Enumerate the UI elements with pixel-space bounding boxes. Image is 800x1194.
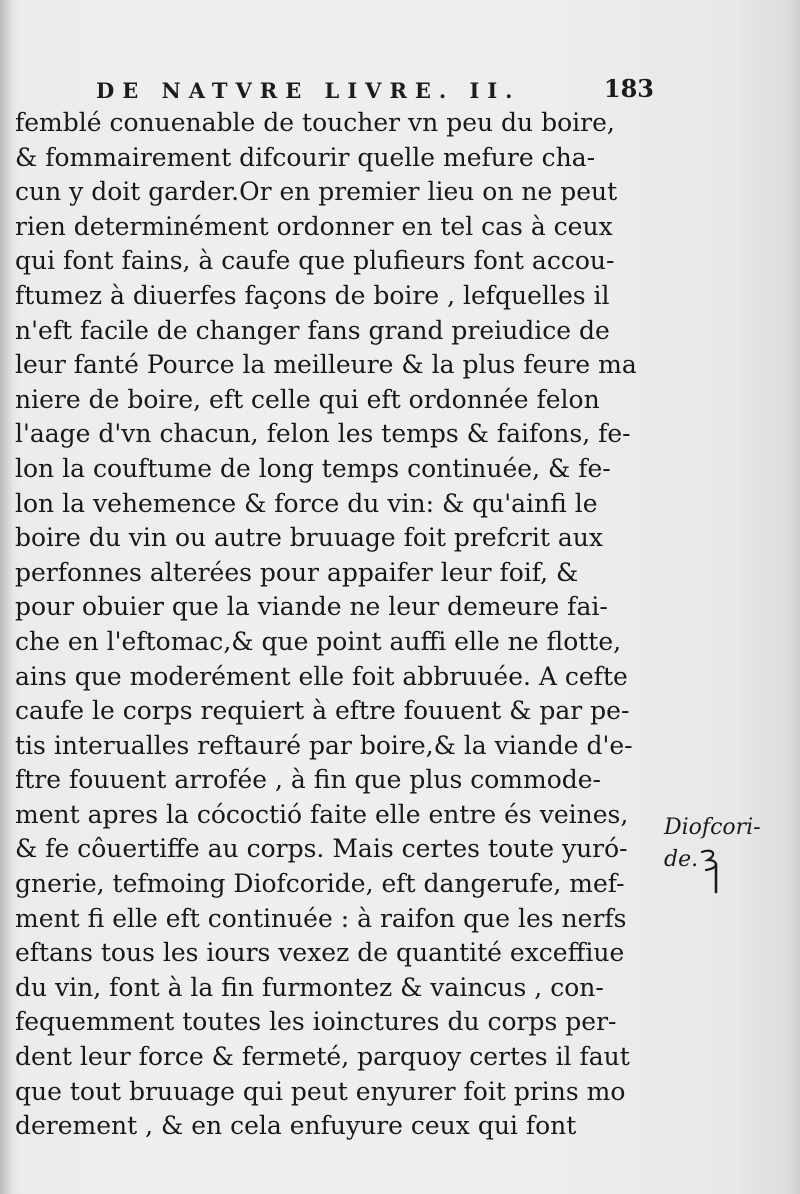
text-line: femblé conuenable de toucher vn peu du boire, [15, 108, 615, 137]
text-line: tis interualles reftauré par boire,& la viande d'e- [15, 730, 633, 760]
running-head [96, 70, 654, 110]
text-line: ftre fouuent arrofée , à fin que plus commode- [15, 765, 601, 795]
text-line: leur fanté Pource la meilleure & la plus feure ma [15, 350, 637, 380]
text-line: que tout bruuage qui peut enyurer foit prins mo [15, 1076, 626, 1106]
text-line: derement , & en cela enfuyure ceux qui font [15, 1111, 577, 1141]
handwritten-mark-icon [694, 846, 734, 896]
text-line: du vin, font à la fin furmontez & vaincus , con- [15, 972, 604, 1002]
text-line: ftumez à diuerfes façons de boire , lefquelles il [15, 280, 610, 310]
text-line: rien determinément ordonner en tel cas à ceux [15, 211, 613, 241]
marginal-note [664, 812, 784, 876]
text-line: ment fi elle eft continuée : à raifon que les nerfs [15, 903, 627, 933]
marginal-note-line-1: Diofcori- [664, 815, 761, 840]
text-line: cun y doit garder.Or en premier lieu on ne peut [15, 177, 618, 207]
text-line: perfonnes alterées pour appaifer leur foif, & [15, 557, 579, 587]
marginal-note-line-2: de. [664, 847, 699, 872]
text-line: & fe côuertiffe au corps. Mais certes toute yuró- [15, 834, 628, 864]
text-line: boire du vin ou autre bruuage foit prefcrit aux [15, 523, 603, 553]
text-line: l'aage d'vn chacun, felon les temps & faifons, fe- [15, 419, 631, 449]
text-line: ains que moderément elle foit abbruuée. A cefte [15, 661, 628, 691]
text-line: ment apres la cócoctió faite elle entre és veines, [15, 799, 629, 829]
text-line: che en l'eftomac,& que point auffi elle ne flotte, [15, 626, 622, 656]
text-line: lon la vehemence & force du vin: & qu'ainfi le [15, 488, 598, 518]
text-line: lon la couftume de long temps continuée, & fe- [15, 453, 611, 483]
page-number: 183 [603, 74, 654, 103]
text-line: eftans tous les iours vexez de quantité exceffiue [15, 938, 625, 968]
text-line: pour obuier que la viande ne leur demeure fai- [15, 592, 608, 622]
text-line: niere de boire, eft celle qui eft ordonnée felon [15, 384, 600, 414]
text-line: gnerie, tefmoing Diofcoride, eft dangerufe, mef- [15, 869, 625, 899]
text-line: n'eft facile de changer fans grand preiudice de [15, 315, 610, 345]
body-text [15, 106, 660, 1144]
running-head-title: DE NATVRE LIVRE. II. [96, 78, 521, 103]
text-line: caufe le corps requiert à eftre fouuent & par pe- [15, 696, 630, 726]
text-line: & fommairement difcourir quelle mefure cha- [15, 142, 596, 172]
text-line: dent leur force & fermeté, parquoy certes il faut [15, 1042, 630, 1072]
text-line: qui font fains, à caufe que plufieurs font accou- [15, 246, 615, 276]
text-line: fequemment toutes les ioinctures du corps per- [15, 1007, 617, 1037]
